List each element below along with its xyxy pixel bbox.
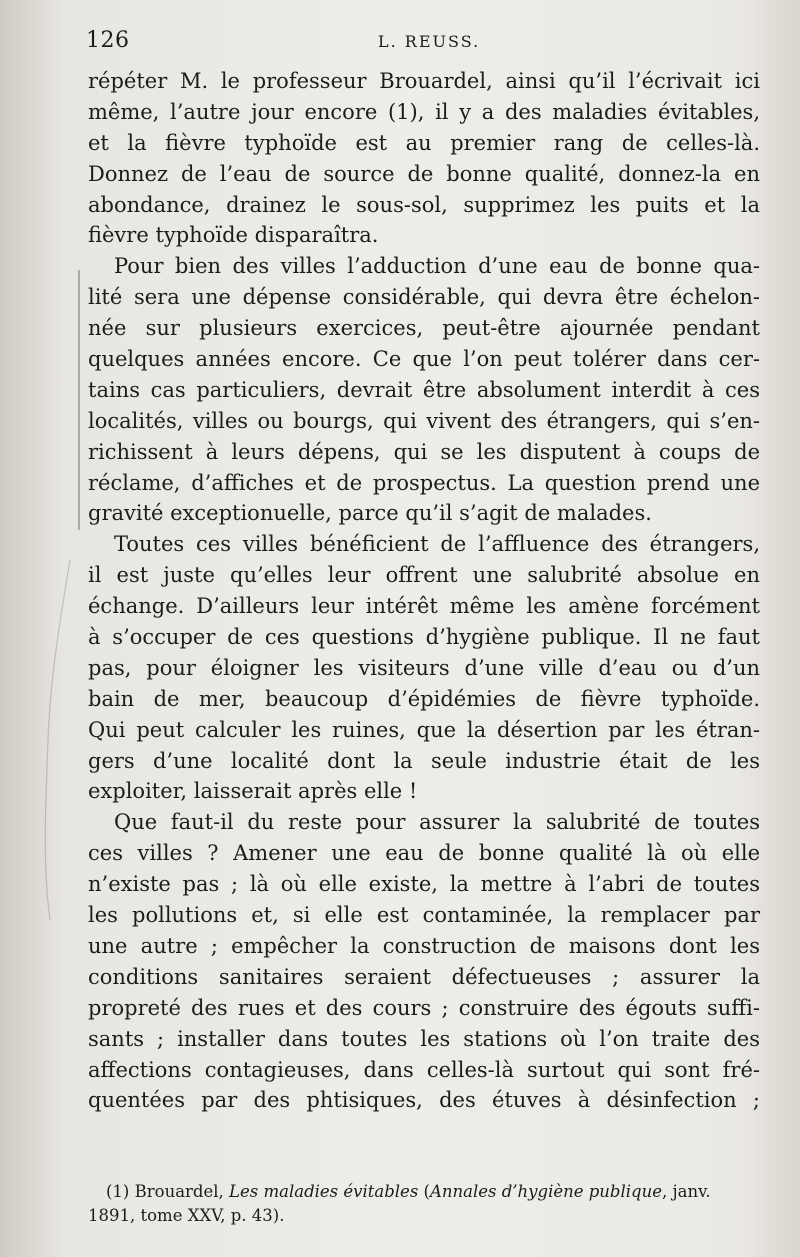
text-line: bain de mer, beaucoup d’épidémies de fièvre typhoïde. [88, 686, 760, 711]
text-line: Que faut-il du reste pour assurer la salubrité de toutes [114, 810, 760, 835]
footnote-line: 1891, tome XXV, p. 43). [88, 1206, 285, 1225]
margin-pencil-mark [78, 270, 80, 530]
text-line: lité sera une dépense considérable, qui devra être échelon- [88, 285, 760, 310]
text-line: répéter M. le professeur Brouardel, ainsi qu’il l’écrivait ici [88, 69, 760, 93]
text-line: gravité exceptionuelle, parce qu’il s’agit de malades. [88, 501, 652, 526]
text-line: exploiter, laisserait après elle ! [88, 779, 418, 804]
text-line: il est juste qu’elles leur offrent une salubrité absolue en [88, 563, 760, 588]
text-line: une autre ; empêcher la construction de maisons dont les [88, 933, 760, 958]
text-line: Toutes ces villes bénéficient de l’affluence des étrangers, [114, 532, 760, 557]
text-line: Donnez de l’eau de source de bonne qualité, donnez-la en [88, 161, 760, 186]
text-line: les pollutions et, si elle est contaminée, la remplacer par [88, 903, 760, 928]
footnote-author: Brouardel, [134, 1182, 224, 1201]
text-line: fièvre typhoïde disparaîtra. [88, 223, 379, 248]
text-line: quelques années encore. Ce que l’on peut tolérer dans cer- [88, 347, 760, 372]
text-line: sants ; installer dans toutes les stations où l’on traite des [88, 1026, 760, 1051]
text-line: conditions sanitaires seraient défectueuses ; assurer la [88, 964, 760, 989]
footnote-paren: ( [423, 1182, 430, 1201]
footnote-title: Les maladies évitables [229, 1182, 419, 1201]
text-line: ces villes ? Amener une eau de bonne qualité là où elle [88, 841, 760, 866]
text-line: pas, pour éloigner les visiteurs d’une ville d’eau ou d’un [88, 655, 760, 680]
body-text [88, 66, 760, 1116]
text-line: échange. D’ailleurs leur intérêt même les amène forcément [88, 594, 760, 619]
text-line: localités, villes ou bourgs, qui vivent des étrangers, qui s’en- [88, 408, 760, 433]
footnote [88, 1180, 760, 1228]
footnote-date: , janv. [662, 1182, 711, 1201]
page-header [0, 28, 800, 62]
text-line: tains cas particuliers, devrait être absolument interdit à ces [88, 377, 760, 402]
text-line: née sur plusieurs exercices, peut-être ajournée pendant [88, 316, 760, 341]
footnote-journal: Annales d’hygiène publique [429, 1182, 662, 1201]
text-line: gers d’une localité dont la seule industrie était de les [88, 748, 760, 773]
text-line: et la fièvre typhoïde est au premier rang de celles-là. [88, 130, 760, 155]
text-line: n’existe pas ; là où elle existe, la mettre à l’abri de toutes [88, 872, 760, 897]
running-head: L. REUSS. [378, 32, 481, 51]
footnote-line [88, 1180, 760, 1204]
text-line: quentées par des phtisiques, des étuves à désinfection ; [88, 1088, 760, 1113]
text-line: propreté des rues et des cours ; construire des égouts suffi- [88, 995, 760, 1020]
text-line: Pour bien des villes l’adduction d’une eau de bonne qua- [114, 254, 760, 279]
text-line: richissent à leurs dépens, qui se les disputent à coups de [88, 439, 760, 464]
text-line: abondance, drainez le sous-sol, supprimez les puits et la [88, 192, 760, 217]
footnote-marker: (1) [106, 1182, 130, 1201]
text-line: même, l’autre jour encore (1), il y a des maladies évitables, [88, 99, 760, 124]
text-line: à s’occuper de ces questions d’hygiène publique. Il ne faut [88, 625, 760, 650]
page-number: 126 [86, 28, 130, 53]
text-line: réclame, d’affiches et de prospectus. La question prend une [88, 470, 760, 495]
margin-pencil-curve [20, 560, 80, 920]
text-line: Qui peut calculer les ruines, que la désertion par les étran- [88, 717, 760, 742]
text-line: affections contagieuses, dans celles-là surtout qui sont fré- [88, 1057, 760, 1082]
